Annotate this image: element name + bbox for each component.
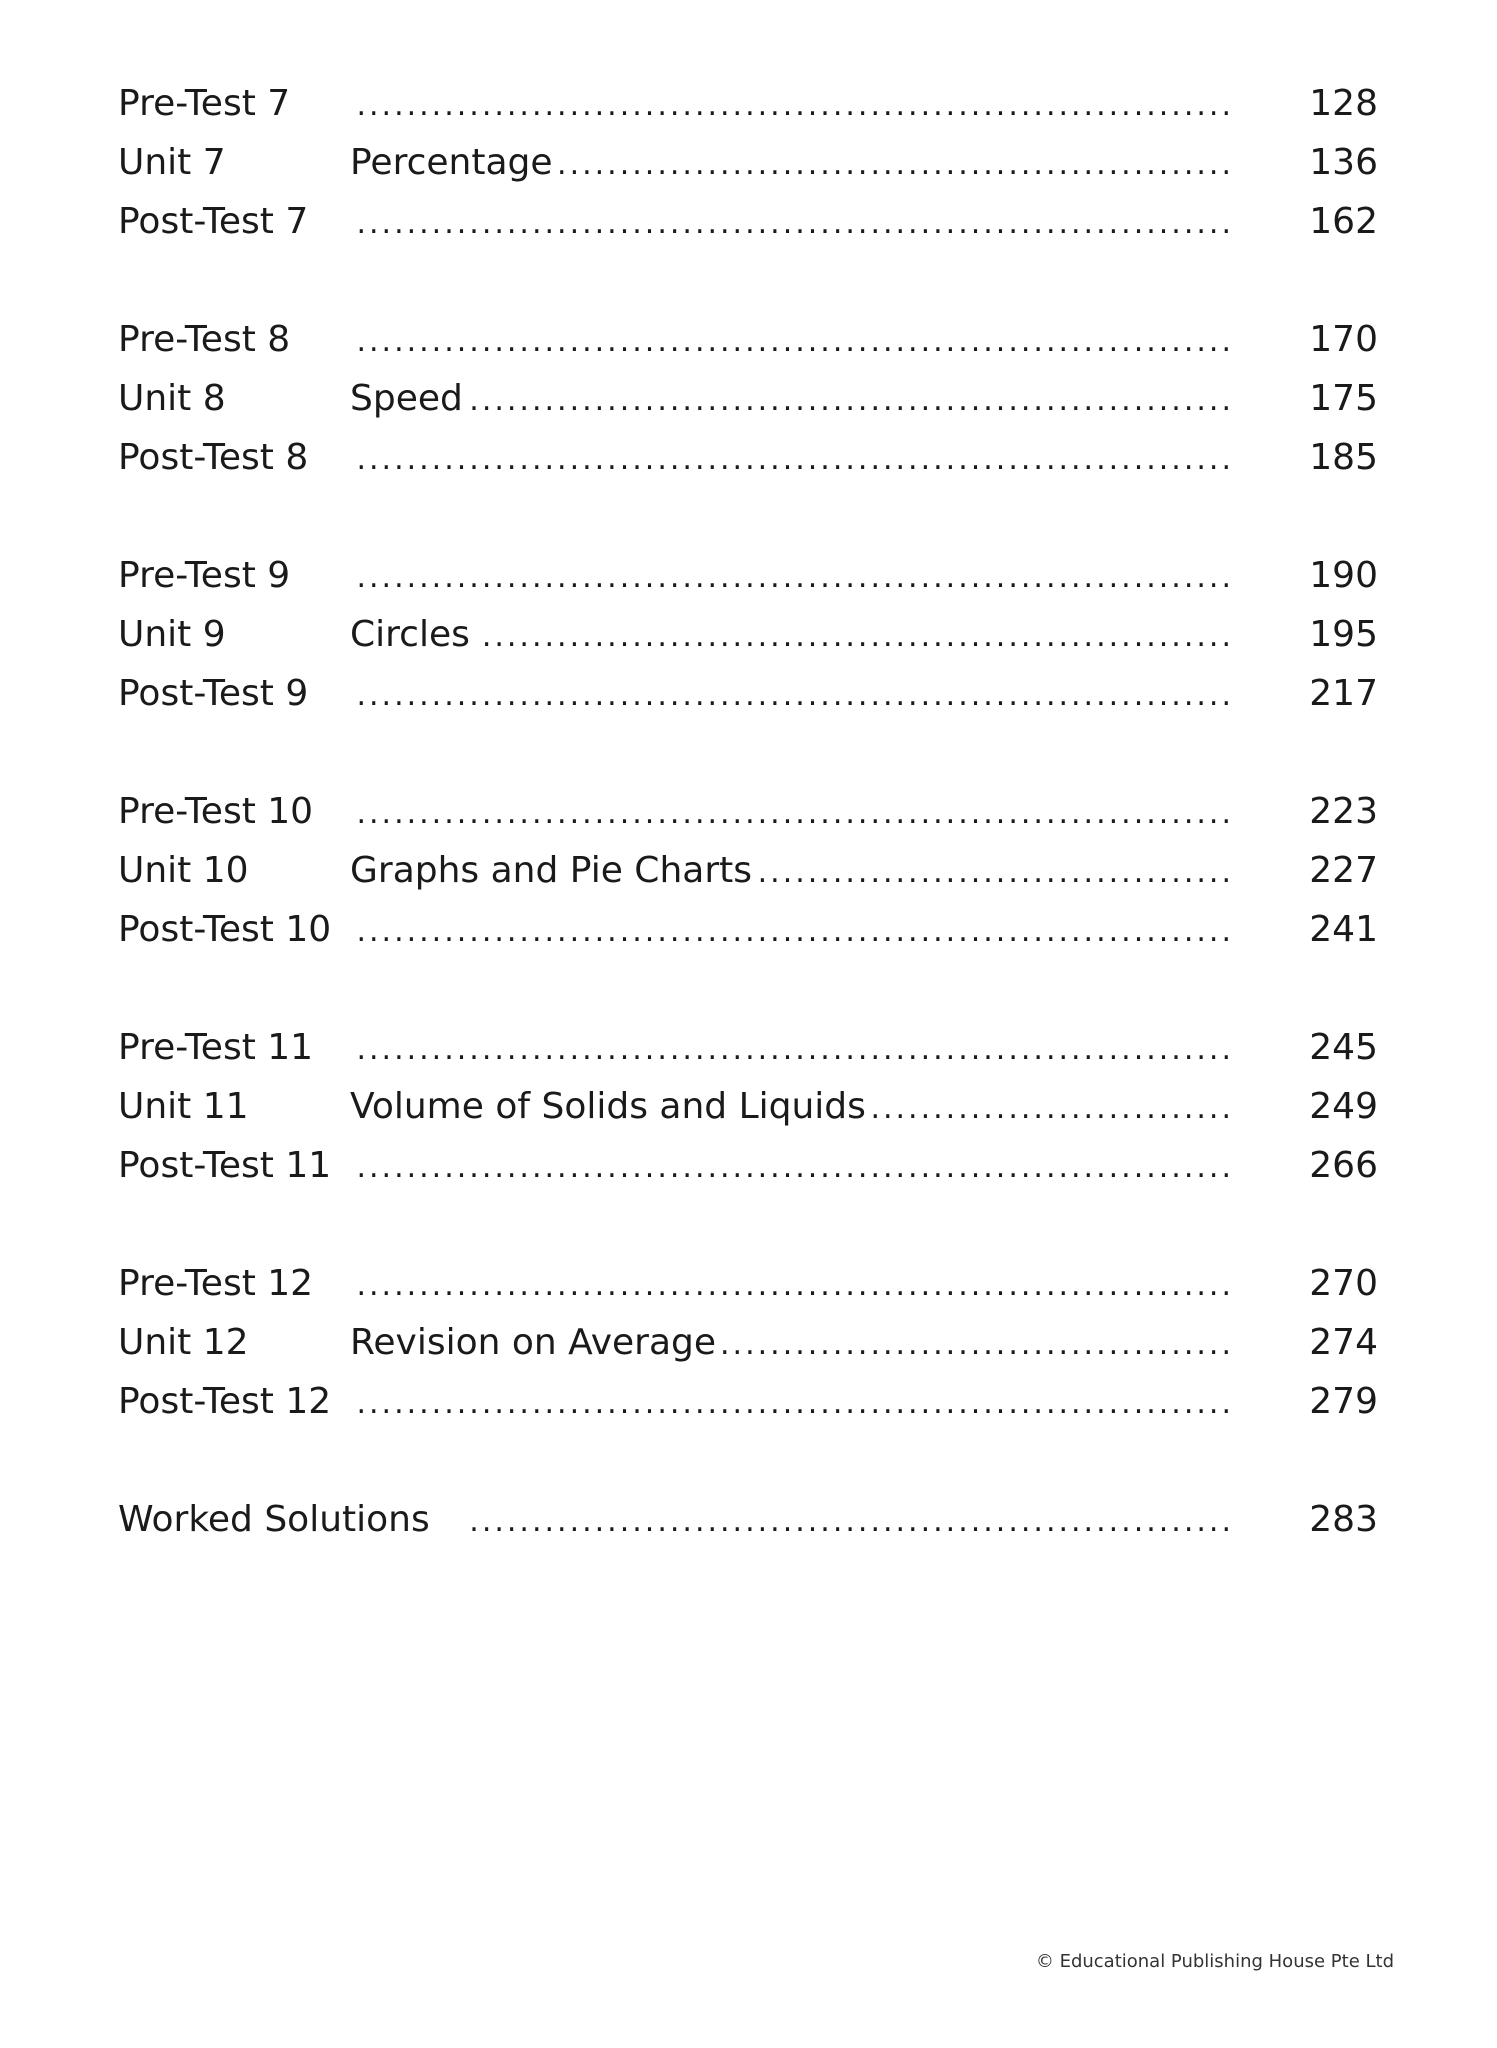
dot-leader xyxy=(358,666,1234,722)
toc-entry xyxy=(118,1138,1378,1194)
toc-entry xyxy=(118,666,1378,722)
toc-entry xyxy=(118,194,1378,250)
toc-entry-page-number: 136 xyxy=(1309,142,1378,183)
toc-entry xyxy=(118,76,1378,132)
copyright-footer: © Educational Publishing House Pte Ltd xyxy=(1035,1951,1394,1972)
toc-entry-label: Pre-Test 11 xyxy=(118,1027,314,1068)
toc-entry-title: Speed xyxy=(350,371,469,427)
toc-entry-label: Pre-Test 10 xyxy=(118,791,314,832)
toc-entry-page-number: 274 xyxy=(1309,1322,1378,1363)
toc-entry-label: Post-Test 8 xyxy=(118,437,309,478)
toc-entry-label: Post-Test 7 xyxy=(118,201,309,242)
toc-entry-label: Unit 11 xyxy=(118,1086,249,1127)
dot-leader xyxy=(358,902,1234,958)
toc-entry-label: Post-Test 12 xyxy=(118,1381,332,1422)
toc-entry xyxy=(118,1315,1378,1371)
toc-entry xyxy=(118,1256,1378,1312)
dot-leader xyxy=(358,784,1234,840)
dot-leader xyxy=(358,1256,1234,1312)
toc-entry-page-number: 245 xyxy=(1309,1027,1378,1068)
toc-entry-page-number: 190 xyxy=(1309,555,1378,596)
toc-entry-page-number: 283 xyxy=(1309,1499,1378,1540)
toc-entry-page-number: 266 xyxy=(1309,1145,1378,1186)
toc-entry-label: Pre-Test 8 xyxy=(118,319,291,360)
toc-entry xyxy=(118,1020,1378,1076)
toc-entry-page-number: 279 xyxy=(1309,1381,1378,1422)
toc-entry-label: Worked Solutions xyxy=(118,1499,430,1540)
toc-entry-label: Unit 12 xyxy=(118,1322,249,1363)
toc-entry-label: Post-Test 10 xyxy=(118,909,332,950)
dot-leader xyxy=(350,607,1234,663)
toc-entry-label: Pre-Test 12 xyxy=(118,1263,314,1304)
dot-leader xyxy=(358,430,1234,486)
toc-entry-label: Post-Test 11 xyxy=(118,1145,332,1186)
dot-leader xyxy=(350,371,1234,427)
dot-leader xyxy=(358,1138,1234,1194)
toc-entry xyxy=(118,902,1378,958)
toc-entry-page-number: 195 xyxy=(1309,614,1378,655)
toc-entry-page-number: 270 xyxy=(1309,1263,1378,1304)
toc-entry xyxy=(118,607,1378,663)
dot-leader xyxy=(358,194,1234,250)
toc-entry xyxy=(118,371,1378,427)
toc-entry xyxy=(118,135,1378,191)
toc-entry xyxy=(118,1374,1378,1430)
toc-entry xyxy=(118,1079,1378,1135)
toc-entry-title: Volume of Solids and Liquids xyxy=(350,1079,872,1135)
toc-entry-page-number: 223 xyxy=(1309,791,1378,832)
dot-leader xyxy=(358,76,1234,132)
toc-entry-page-number: 128 xyxy=(1309,83,1378,124)
toc-entry-label: Post-Test 9 xyxy=(118,673,309,714)
toc-entry-label: Pre-Test 9 xyxy=(118,555,291,596)
toc-entry xyxy=(118,784,1378,840)
toc-entry xyxy=(118,843,1378,899)
toc-entry-title: Percentage xyxy=(350,135,559,191)
toc-entry xyxy=(118,1492,1378,1548)
toc-entry-page-number: 241 xyxy=(1309,909,1378,950)
toc-entry-title: Circles xyxy=(350,607,476,663)
toc-entry-title: Revision on Average xyxy=(350,1315,722,1371)
toc-entry-page-number: 227 xyxy=(1309,850,1378,891)
toc-entry-label: Unit 9 xyxy=(118,614,226,655)
toc-entry xyxy=(118,548,1378,604)
toc-entry xyxy=(118,430,1378,486)
toc-entry-label: Unit 7 xyxy=(118,142,226,183)
toc-entry-page-number: 185 xyxy=(1309,437,1378,478)
dot-leader xyxy=(358,312,1234,368)
toc-entry-page-number: 217 xyxy=(1309,673,1378,714)
toc-entry-label: Unit 8 xyxy=(118,378,226,419)
dot-leader xyxy=(358,1020,1234,1076)
toc-entry-label: Unit 10 xyxy=(118,850,249,891)
toc-entry-page-number: 170 xyxy=(1309,319,1378,360)
dot-leader xyxy=(358,1374,1234,1430)
toc-entry-label: Pre-Test 7 xyxy=(118,83,291,124)
toc-entry-page-number: 249 xyxy=(1309,1086,1378,1127)
dot-leader xyxy=(468,1492,1234,1548)
dot-leader xyxy=(358,548,1234,604)
toc-entry-title: Graphs and Pie Charts xyxy=(350,843,758,899)
toc-entry xyxy=(118,312,1378,368)
toc-entry-page-number: 175 xyxy=(1309,378,1378,419)
toc-entry-page-number: 162 xyxy=(1309,201,1378,242)
